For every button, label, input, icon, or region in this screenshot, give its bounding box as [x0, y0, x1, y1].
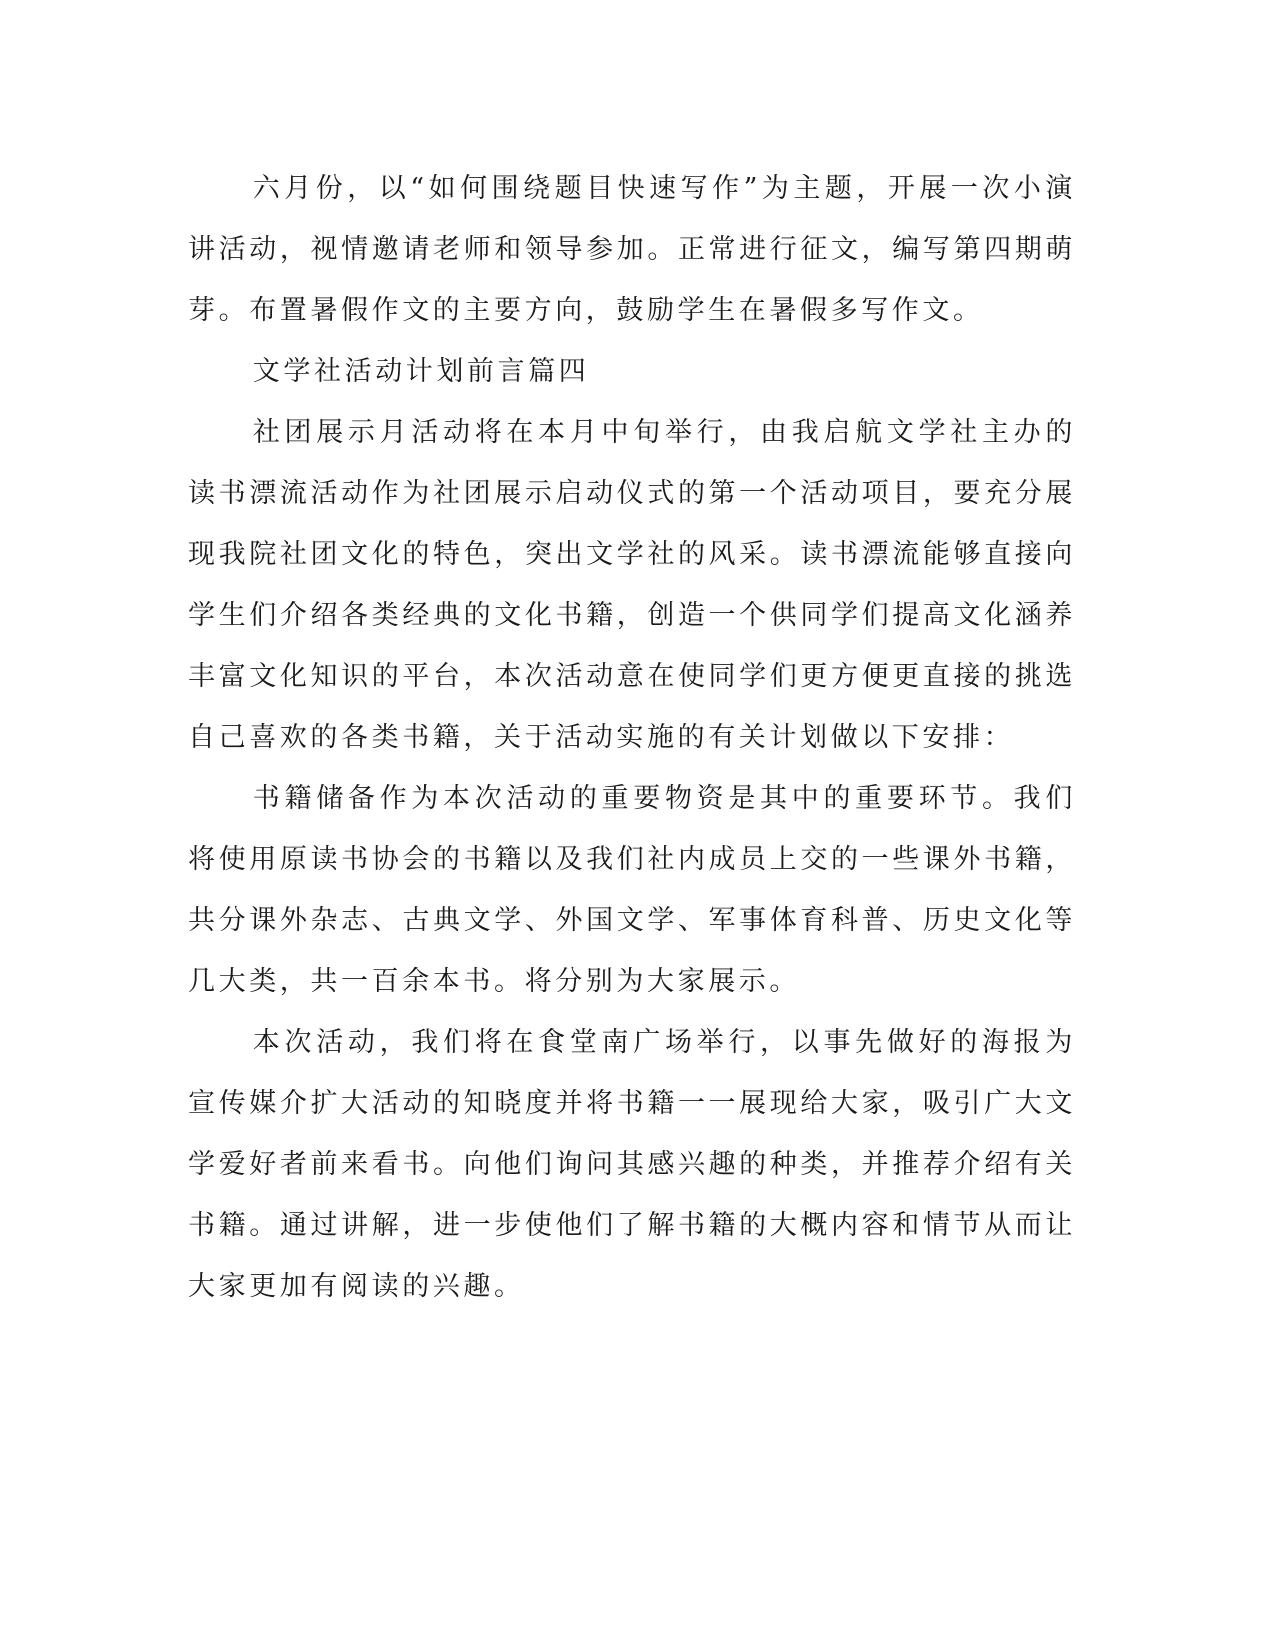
section-heading: 文学社活动计划前言篇四 — [252, 356, 590, 387]
paragraph-june-plan: 六月份，以“如何围绕题目快速写作”为主题，开展一次小演讲活动，视情邀请老师和领导参加。正常进行征文，编写第四期萌芽。布置暑假作文的主要方向，鼓励学生在暑假多写作文。 — [188, 173, 1076, 326]
paragraph-book-reserve: 书籍储备作为本次活动的重要物资是其中的重要环节。我们将使用原读书协会的书籍以及我们社内成员上交的一些课外书籍，共分课外杂志、古典文学、外国文学、军事体育科普、历史文化等几大类，共一百余本书。将分别为大家展示。 — [188, 783, 1076, 997]
paragraph-event-venue: 本次活动，我们将在食堂南广场举行，以事先做好的海报为宣传媒介扩大活动的知晓度并将书籍一一展现给大家，吸引广大文学爱好者前来看书。向他们询问其感兴趣的种类，并推荐介绍有关书籍。通过讲解，进一步使他们了解书籍的大概内容和情节从而让大家更加有阅读的兴趣。 — [188, 1027, 1076, 1302]
document-body — [188, 158, 1076, 1317]
paragraph-book-drift-intro: 社团展示月活动将在本月中旬举行，由我启航文学社主办的读书漂流活动作为社团展示启动仪式的第一个活动项目，要充分展现我院社团文化的特色，突出文学社的风采。读书漂流能够直接向学生们介绍各类经典的文化书籍，创造一个供同学们提高文化涵养丰富文化知识的平台，本次活动意在使同学们更方便更直接的挑选自己喜欢的各类书籍，关于活动实施的有关计划做以下安排： — [188, 417, 1076, 753]
